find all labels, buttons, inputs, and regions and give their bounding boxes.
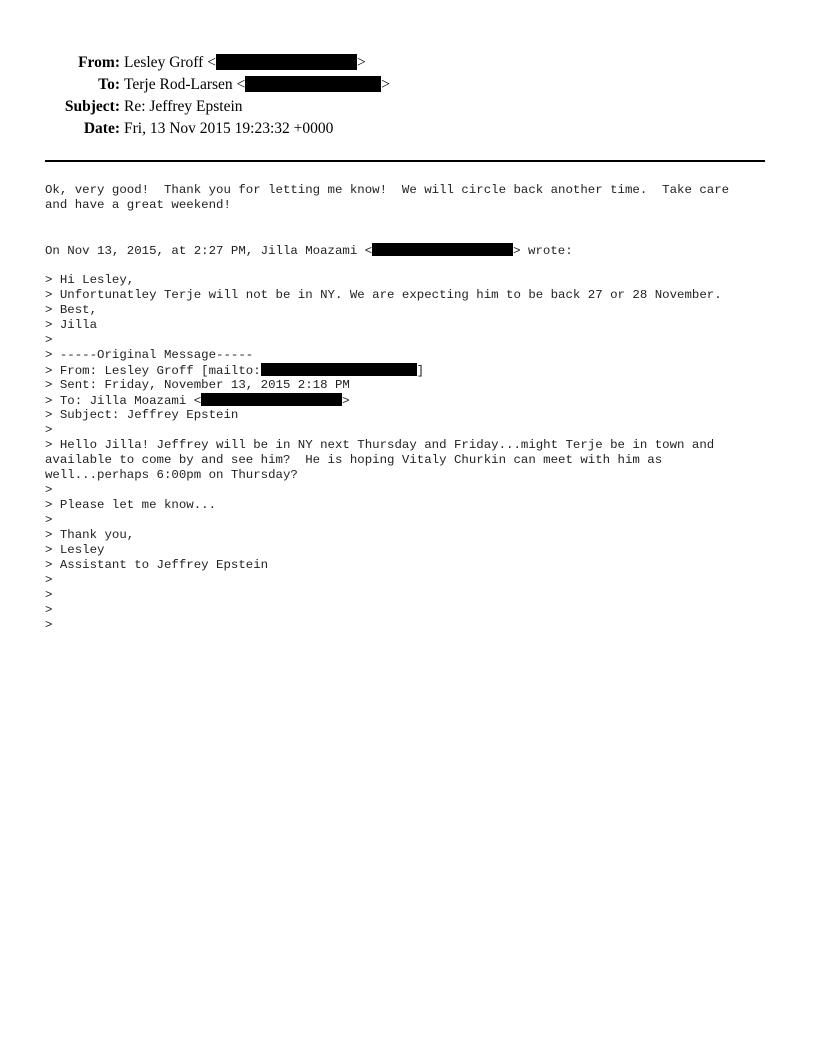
quoted-line: > Sent: Friday, November 13, 2015 2:18 PM [45,378,350,392]
subject-label: Subject: [64,98,120,115]
quoted-line: well...perhaps 6:00pm on Thursday? [45,468,298,482]
email-header [0,52,816,140]
quoted-line: > [45,333,53,347]
quoted-line: > [45,423,53,437]
redaction-box [216,54,357,70]
date-label: Date: [83,120,120,137]
date-row [0,118,816,140]
redaction-box [201,393,342,406]
to-label: To: [98,76,120,93]
spacer [45,258,770,273]
redaction-box [245,76,381,92]
quoted-line: > Jilla [45,318,98,332]
from-label: From: [78,54,120,71]
quoted-line: > [45,513,53,527]
spacer [45,228,770,243]
quoted-line: > Unfortunatley Terje will not be in NY. We are expecting him to be back 27 or 28 November. [45,288,722,302]
to-row [0,74,816,96]
quoted-line: > Lesley [45,543,105,557]
quoted-line: available to come by and see him? He is hoping Vitaly Churkin can meet with him as [45,453,663,467]
spacer [45,213,770,228]
quoted-line: > From: Lesley Groff [mailto: ] [45,364,425,378]
message-body [45,183,770,633]
quoted-line: > Hello Jilla! Jeffrey will be in NY next Thursday and Friday...might Terje be in town and [45,438,715,452]
from-row [0,52,816,74]
quoted-line: > Assistant to Jeffrey Epstein [45,558,269,572]
reply-line: Ok, very good! Thank you for letting me know! We will circle back another time. Take care [45,183,730,197]
quoted-line: > [45,573,53,587]
quoted-line: > [45,618,53,632]
from-value: Lesley Groff < > [124,54,366,71]
subject-value: Re: Jeffrey Epstein [124,98,243,115]
quoted-line: > [45,603,53,617]
quoted-line: > [45,483,53,497]
to-value: Terje Rod-Larsen < > [124,76,391,93]
redaction-box [372,243,513,256]
header-divider [45,160,765,162]
reply-line: and have a great weekend! [45,198,231,212]
quoted-line: > Hi Lesley, [45,273,135,287]
quoted-line: > [45,588,53,602]
quoted-line: > -----Original Message----- [45,348,254,362]
quoted-line: > Please let me know... [45,498,217,512]
quoted-line: > To: Jilla Moazami < > [45,394,350,408]
redaction-box [261,363,417,376]
date-value: Fri, 13 Nov 2015 19:23:32 +0000 [124,120,334,137]
quoted-line: > Subject: Jeffrey Epstein [45,408,239,422]
quoted-line: > Thank you, [45,528,135,542]
subject-row [0,96,816,118]
quote-intro: On Nov 13, 2015, at 2:27 PM, Jilla Moazami < > wrote: [45,244,573,258]
quoted-line: > Best, [45,303,98,317]
